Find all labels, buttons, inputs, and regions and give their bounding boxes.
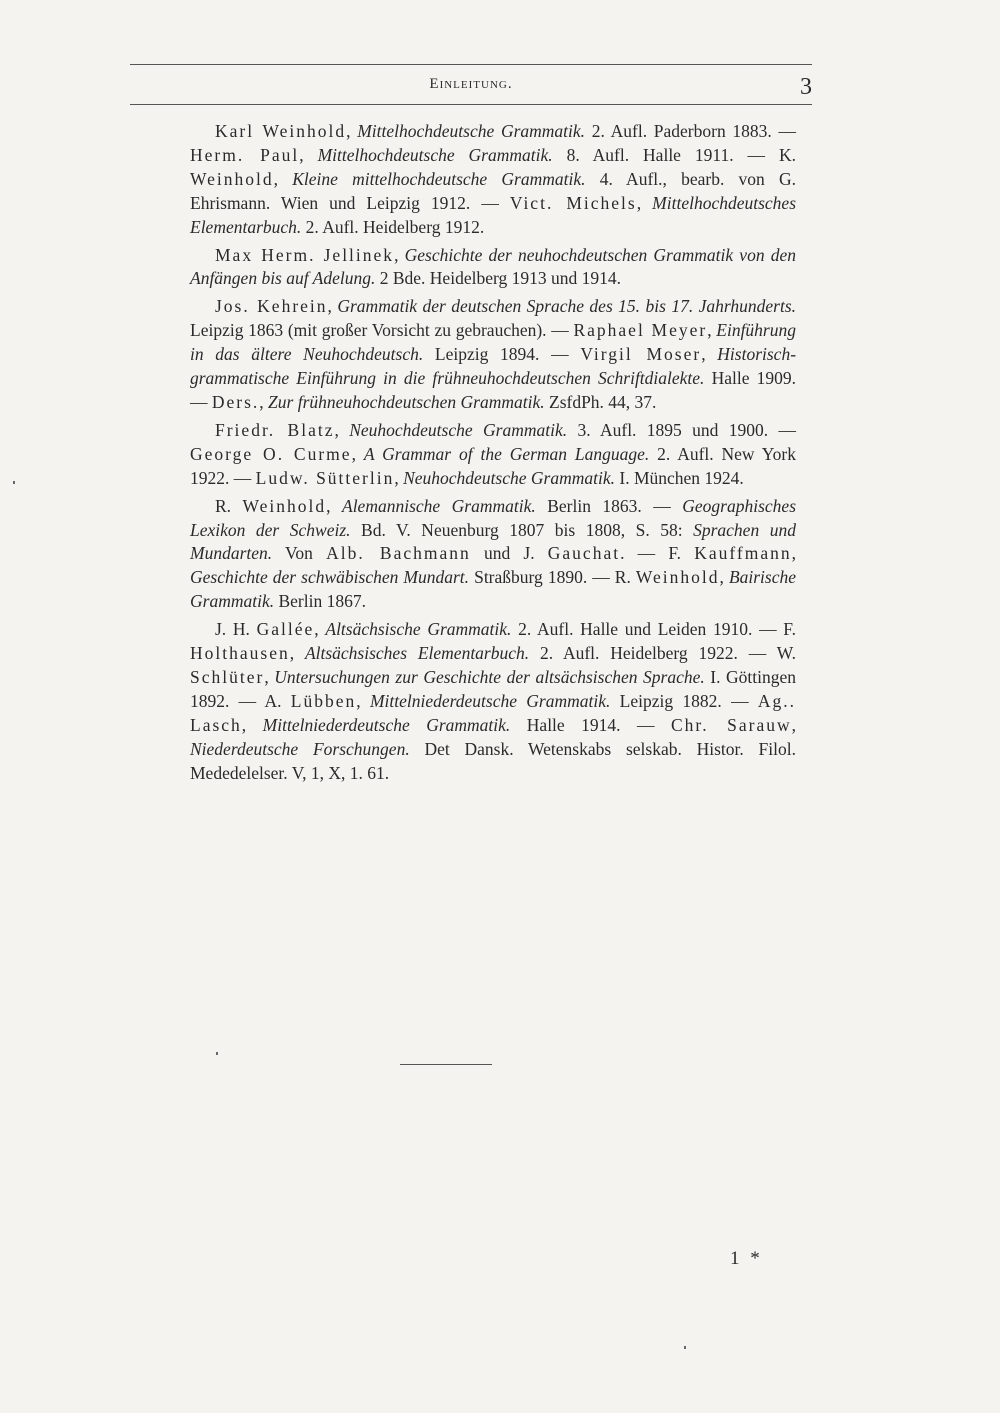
entry-text: Straßburg 1890. — R. — [469, 567, 636, 588]
end-rule — [400, 1064, 492, 1065]
author-name: Weinhold — [190, 168, 274, 189]
entry-text: 3. Aufl. 1895 und 1900. — — [567, 419, 796, 440]
entry-text: I. Göttingen 1892. — A. — [190, 666, 797, 711]
entry-text: , — [327, 296, 338, 317]
entry-text: , — [326, 495, 342, 516]
author-name: Gallée — [256, 619, 315, 640]
book-title: Mittelhochdeutsche Grammatik. — [317, 144, 553, 165]
entry-text: 2. Aufl. Paderborn 1883. — — [585, 121, 797, 141]
author-name: Lübben — [290, 690, 357, 711]
author-name: Kauffmann — [694, 543, 792, 564]
entry-text: , — [351, 443, 364, 464]
entry-text: , — [394, 244, 405, 265]
entry-text: 2. Aufl. Heidelberg 1912. — [301, 216, 485, 237]
book-title: Historisch-grammatische Einführung in die frühneuhochdeutschen Schriftdialekte. — [190, 344, 797, 389]
bibliography-entry — [190, 618, 796, 785]
book-title: Altsächsisches Elementarbuch. — [304, 643, 530, 664]
book-title: Mittelniederdeutsche Grammatik. — [262, 714, 511, 735]
bibliography-entry — [190, 244, 796, 292]
scan-speck — [13, 481, 15, 484]
entry-text: , — [334, 419, 350, 440]
book-title: Einführung in das ältere Neuhochdeutsch. — [190, 320, 796, 365]
entry-text: , — [289, 643, 305, 664]
entry-text: Leipzig 1863 (mit großer Vorsicht zu gebrauchen). — — [190, 320, 574, 341]
entry-text: Bd. V. Neuenburg 1807 bis 1808, S. 58: — [350, 519, 694, 540]
bibliography-entry — [190, 419, 796, 491]
book-title: Bairische Grammatik. — [190, 567, 797, 612]
entry-text: , — [791, 543, 796, 564]
book-title: Geographisches Lexikon der Schweiz. — [190, 495, 796, 540]
entry-text: 4. Aufl., bearb. von G. Ehrismann. Wien und Leipzig 1912. — — [190, 168, 796, 213]
book-title: Sprachen und Mundarten. — [190, 519, 796, 564]
author-name: Schlüter — [190, 666, 265, 687]
entry-text: J. H. — [215, 619, 257, 640]
author-name: Ludw. Sütterlin — [255, 467, 395, 488]
entry-text: , — [791, 714, 796, 735]
book-title: Geschichte der neuhochdeutschen Grammatik von den Anfängen bis auf Adelung. — [190, 244, 796, 289]
book-title: Mittelhochdeutsche Grammatik. — [357, 121, 586, 141]
page-number: 3 — [800, 74, 812, 100]
entry-text: , — [719, 567, 729, 588]
entry-text: I. München 1924. — [615, 467, 744, 488]
author-name: Holthausen — [190, 643, 290, 664]
author-name: Gauchat — [547, 543, 621, 564]
entry-text: , — [707, 320, 717, 341]
entry-text: , — [356, 690, 370, 711]
book-title: Neuhochdeutsche Grammatik. — [403, 467, 615, 488]
entry-text: , — [636, 192, 653, 213]
book-title: A Grammar of the German Language. — [363, 443, 650, 464]
entry-text: , — [701, 344, 718, 365]
book-title: Untersuchungen zur Geschichte der altsächsischen Sprache. — [274, 666, 705, 687]
entry-text: Von — [272, 543, 327, 564]
entry-text: Det Dansk. Wetenskabs selskab. Histor. Filol. Mededelelser. V, 1, X, 1. 61. — [190, 738, 796, 783]
author-name: Chr. Sarauw — [671, 714, 792, 735]
entry-text: 2. Aufl. Halle und Leiden 1910. — F. — [511, 619, 796, 640]
bibliography-entry — [190, 120, 796, 240]
book-title: Grammatik der deutschen Sprache des 15. bis 17. Jahrhunderts. — [337, 296, 797, 317]
entry-text: Halle 1909. — — [190, 368, 796, 412]
entry-text: , — [314, 619, 326, 640]
running-head: Einleitung. — [429, 76, 513, 92]
entry-text: , — [241, 714, 263, 735]
entry-text: , — [264, 666, 275, 687]
author-name: George O. Curme — [190, 443, 352, 464]
author-name: Weinhold — [242, 495, 327, 516]
entry-text: R. — [215, 495, 243, 516]
entry-text: Berlin 1863. — — [535, 495, 683, 516]
author-name: Vict. Michels — [509, 192, 637, 213]
book-title: Neuhochdeutsche Grammatik. — [349, 419, 568, 440]
page-header — [130, 70, 812, 105]
book-title: Zur frühneuhochdeutschen Grammatik. — [268, 391, 545, 412]
author-name: Weinhold — [635, 567, 720, 588]
entry-text: , — [394, 467, 404, 488]
scan-speck — [684, 1346, 686, 1349]
entry-text: 2 Bde. Heidelberg 1913 und 1914. — [375, 268, 621, 289]
author-name: Friedr. Blatz — [215, 419, 335, 440]
author-name: Virgil Moser — [580, 344, 702, 365]
book-title: Niederdeutsche Forschungen. — [190, 738, 410, 759]
bibliography-entry — [190, 495, 796, 615]
scan-speck — [216, 1052, 218, 1055]
entry-text: 2. Aufl. Heidelberg 1922. — W. — [529, 643, 797, 664]
entry-text: Leipzig 1894. — — [423, 344, 581, 365]
book-title: Mittelniederdeutsche Grammatik. — [369, 690, 611, 711]
entry-text: Berlin 1867. — [274, 591, 366, 612]
author-name: Raphael Meyer — [573, 320, 708, 341]
header-top-rule — [130, 64, 812, 65]
entry-text: Halle 1914. — — [510, 714, 671, 735]
author-name: Jos. Kehrein — [215, 296, 328, 317]
book-title: Kleine mittelhochdeutsche Grammatik. — [292, 168, 586, 189]
book-title: Alemannische Grammatik. — [342, 495, 536, 516]
author-name: Karl Weinhold — [215, 121, 347, 141]
entry-text: , — [259, 391, 269, 412]
author-name: Ders. — [211, 391, 260, 412]
bibliography-body — [190, 120, 796, 789]
author-name: Alb. Bachmann — [326, 543, 471, 564]
entry-text: ZsfdPh. 44, 37. — [544, 391, 657, 412]
entry-text: und J. — [470, 543, 548, 564]
entry-text: , — [273, 168, 293, 189]
entry-text: . — F. — [620, 543, 695, 564]
author-name: Ag.. Lasch — [190, 690, 797, 735]
author-name: Herm. Paul — [190, 144, 300, 165]
signature-mark: 1 * — [730, 1248, 763, 1269]
book-title: Mittelhochdeutsches Elementarbuch. — [190, 192, 797, 237]
book-title: Altsächsische Grammatik. — [325, 619, 512, 640]
entry-text: , — [299, 144, 318, 165]
author-name: Max Herm. Jellinek — [215, 244, 395, 265]
entry-text: , — [346, 121, 358, 141]
bibliography-entry — [190, 295, 796, 415]
entry-text: 8. Aufl. Halle 1911. — K. — [552, 144, 796, 165]
entry-text: Leipzig 1882. — — [610, 690, 758, 711]
book-title: Geschichte der schwäbischen Mundart. — [190, 567, 470, 588]
entry-text: 2. Aufl. New York 1922. — — [190, 443, 797, 488]
